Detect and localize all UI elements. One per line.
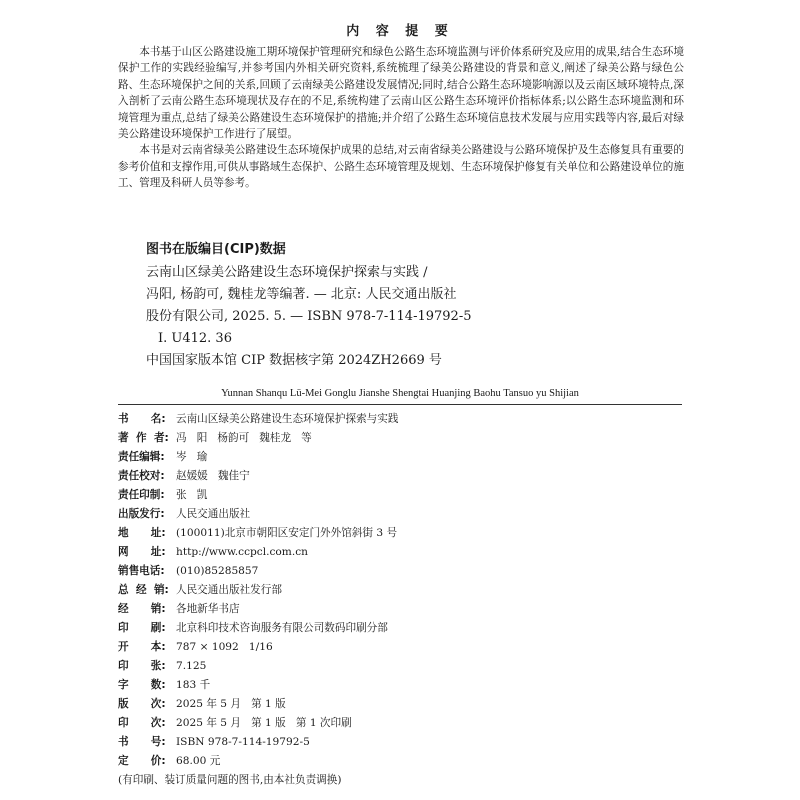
info-label: 网 址: [118,546,166,558]
info-row [118,733,688,752]
info-row [118,714,688,733]
info-row [118,619,688,638]
info-value: (010)85285857 [176,565,259,577]
pinyin-title: Yunnan Shanqu Lü-Mei Gonglu Jianshe Shengtai Huanjing Baohu Tansuo yu Shijian [221,388,579,399]
info-label: 经 销: [118,603,166,615]
info-value: ISBN 978-7-114-19792-5 [176,736,310,748]
info-row [118,524,688,543]
info-row [118,638,688,657]
info-label: 总 经 销: [118,584,169,596]
cip-record [146,262,666,372]
info-value: 北京科印技术咨询服务有限公司数码印刷分部 [176,622,388,634]
divider [118,404,682,405]
info-value: 7.125 [176,660,207,672]
info-value: 冯 阳 杨韵可 魏桂龙 等 [176,432,312,444]
content-summary [118,44,684,192]
info-value: 人民交通出版社 [176,508,251,520]
cip-line: Ⅰ. U412. 36 [158,331,232,346]
cip-line: 中国国家版本馆 CIP 数据核字第 2024ZH2669 号 [146,353,442,368]
info-label: 责任印制: [118,489,165,501]
cip-line: 冯阳, 杨韵可, 魏桂龙等编著. — 北京: 人民交通出版社 [146,287,457,302]
info-row [118,657,688,676]
info-label: 出版发行: [118,508,165,520]
summary-paragraph: 本书是对云南省绿美公路建设生态环境保护成果的总结,对云南省绿美公路建设与公路环境保护及生态修复具有重要的参考价值和支撑作用,可供从事路域生态保护、公路生态环境管理及规划、生态环境保护修复有关单位和公路建设单位的施工、管理及科研人员等参考。 [118,144,684,190]
info-row [118,429,688,448]
info-value: 2025 年 5 月 第 1 版 第 1 次印刷 [176,717,352,729]
info-label: 印 次: [118,717,166,729]
info-value: (100011)北京市朝阳区安定门外外馆斜街 3 号 [176,527,398,539]
info-value: 人民交通出版社发行部 [176,584,282,596]
info-row [118,486,688,505]
info-row [118,600,688,619]
info-label: 地 址: [118,527,166,539]
info-row [118,505,688,524]
info-row [118,410,688,429]
info-value: 183 千 [176,679,211,691]
info-value: 张 凯 [176,489,208,501]
info-value: http://www.ccpcl.com.cn [176,546,308,558]
info-value: 2025 年 5 月 第 1 版 [176,698,286,710]
cip-line: 股份有限公司, 2025. 5. — ISBN 978-7-114-19792-5 [146,309,472,324]
info-value: 岑 瑜 [176,451,208,463]
info-label: 开 本: [118,641,166,653]
summary-paragraph: 本书基于山区公路建设施工期环境保护管理研究和绿色公路生态环境监测与评价体系研究及应用的成果,结合生态环境保护工作的实践经验编写,并参考国内外相关研究资料,系统梳理了绿美公路建设的背景和意义,阐述了绿美公路与绿色公路、生态环境保护之间的关系,回顾了云南绿美公路建设发展情况;同时,结合公路生态环境影响源以及云南区域环境特点,深入剖析了云南公路生态环境现状及存在的不足,系统构建了云南山区公路生态环境评价指标体系;以公路生态环境监测和环境管理为重点,总结了绿美公路建设生态环境保护的措施;并介绍了公路生态环境信息技术发展与应用实践等内容,最后对绿美公路建设环境保护工作进行了展望。 [118,46,684,141]
cip-line: 云南山区绿美公路建设生态环境保护探索与实践 / [146,265,428,280]
info-label: 书 号: [118,736,166,748]
info-value: 赵媛媛 魏佳宁 [176,470,250,482]
info-value: 各地新华书店 [176,603,240,615]
info-row [118,695,688,714]
info-label: 责任校对: [118,470,165,482]
info-row [118,543,688,562]
info-label: 字 数: [118,679,166,691]
info-label: 印 张: [118,660,166,672]
info-label: 书 名: [118,413,166,425]
info-value: 68.00 元 [176,755,221,767]
footer-note: (有印刷、装订质量问题的图书,由本社负责调换) [118,774,342,786]
info-row [118,676,688,695]
info-label: 销售电话: [118,565,165,577]
page-title: 内 容 提 要 [346,24,454,39]
info-label: 定 价: [118,755,166,767]
info-row [118,448,688,467]
info-row [118,562,688,581]
info-label: 责任编辑: [118,451,165,463]
info-row [118,581,688,600]
info-label: 著 作 者: [118,432,169,444]
info-row [118,752,688,771]
info-label: 版 次: [118,698,166,710]
info-row [118,467,688,486]
info-label: 印 刷: [118,622,166,634]
info-value: 787 × 1092 1/16 [176,641,273,653]
cip-heading: 图书在版编目(CIP)数据 [146,242,286,257]
publication-info [118,410,688,790]
info-value: 云南山区绿美公路建设生态环境保护探索与实践 [176,413,399,425]
